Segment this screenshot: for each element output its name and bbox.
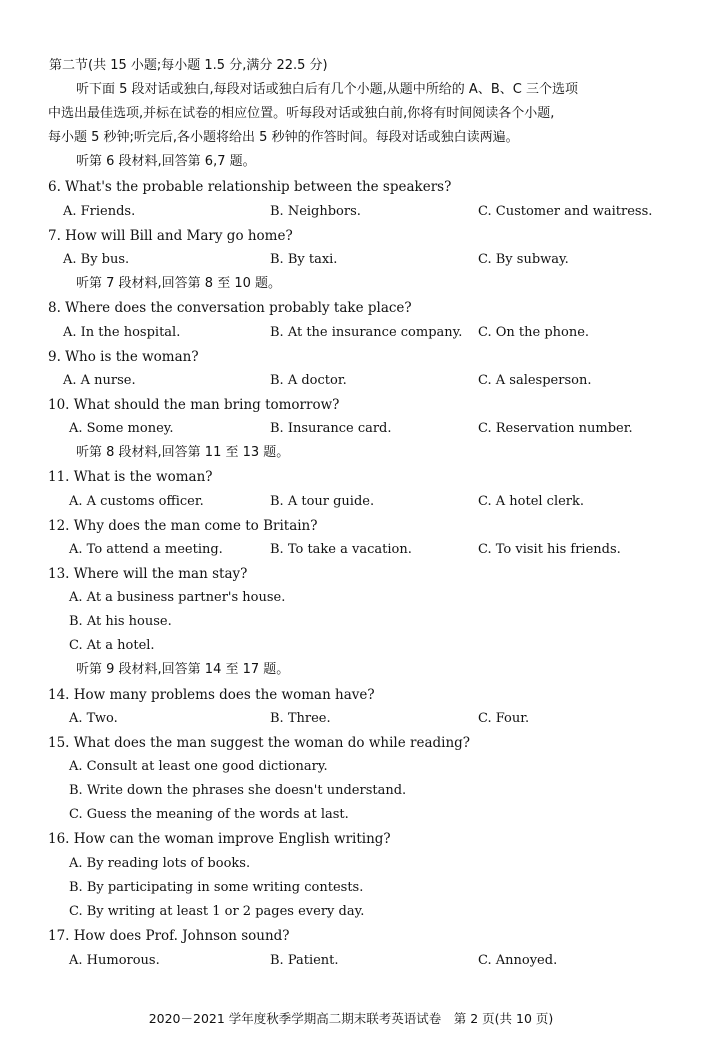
question-stem: 16. How can the woman improve English writing? bbox=[48, 831, 391, 847]
option-b: B. To take a vacation. bbox=[270, 542, 412, 557]
question-stem: 7. How will Bill and Mary go home? bbox=[48, 228, 293, 244]
option-a: A. Humorous. bbox=[69, 953, 160, 968]
section-heading: 第二节(共 15 小题;每小题 1.5 分,满分 22.5 分) bbox=[49, 58, 328, 73]
question-stem: 13. Where will the man stay? bbox=[48, 566, 248, 582]
question-stem: 11. What is the woman? bbox=[48, 469, 213, 485]
option-a: A. To attend a meeting. bbox=[69, 542, 223, 557]
option-c: C. Guess the meaning of the words at last. bbox=[69, 807, 349, 822]
option-b: B. Three. bbox=[270, 711, 331, 726]
option-b: B. Insurance card. bbox=[270, 421, 392, 436]
option-b: B. A doctor. bbox=[270, 373, 347, 388]
option-b: B. A tour guide. bbox=[270, 494, 375, 509]
option-c: C. At a hotel. bbox=[69, 638, 155, 653]
question-stem: 10. What should the man bring tomorrow? bbox=[48, 397, 340, 413]
option-a: A. At a business partner's house. bbox=[69, 590, 286, 605]
option-c: C. Annoyed. bbox=[478, 953, 558, 968]
option-b: B. By participating in some writing contests. bbox=[69, 880, 364, 895]
material-header-6: 听第 6 段材料,回答第 6,7 题。 bbox=[76, 154, 256, 169]
question-stem: 17. How does Prof. Johnson sound? bbox=[48, 928, 290, 944]
option-b: B. At his house. bbox=[69, 614, 172, 629]
instructions-line-2: 中选出最佳选项,并标在试卷的相应位置。听每段对话或独白前,你将有时间阅读各个小题, bbox=[48, 106, 555, 121]
option-b: B. Patient. bbox=[270, 953, 339, 968]
option-a: A. Friends. bbox=[63, 204, 136, 219]
option-c: C. Four. bbox=[478, 711, 530, 726]
option-a: A. Consult at least one good dictionary. bbox=[69, 759, 328, 774]
question-stem: 8. Where does the conversation probably take place? bbox=[48, 300, 412, 316]
option-c: C. To visit his friends. bbox=[478, 542, 621, 557]
material-header-8: 听第 8 段材料,回答第 11 至 13 题。 bbox=[76, 445, 290, 460]
material-header-9: 听第 9 段材料,回答第 14 至 17 题。 bbox=[76, 662, 290, 677]
question-stem: 12. Why does the man come to Britain? bbox=[48, 518, 318, 534]
option-a: A. In the hospital. bbox=[63, 325, 181, 340]
option-c: C. A salesperson. bbox=[478, 373, 592, 388]
option-b: B. At the insurance company. bbox=[270, 325, 463, 340]
option-c: C. By subway. bbox=[478, 252, 569, 267]
option-c: C. On the phone. bbox=[478, 325, 590, 340]
option-a: A. A nurse. bbox=[63, 373, 136, 388]
question-stem: 15. What does the man suggest the woman do while reading? bbox=[48, 735, 471, 751]
question-stem: 9. Who is the woman? bbox=[48, 349, 199, 365]
option-b: B. Neighbors. bbox=[270, 204, 361, 219]
option-a: A. A customs officer. bbox=[69, 494, 204, 509]
option-c: C. By writing at least 1 or 2 pages every day. bbox=[69, 904, 365, 919]
page-footer: 2020－2021 学年度秋季学期高二期末联考英语试卷 第 2 页(共 10 页) bbox=[148, 1011, 554, 1026]
option-a: A. By reading lots of books. bbox=[69, 856, 251, 871]
material-header-7: 听第 7 段材料,回答第 8 至 10 题。 bbox=[76, 276, 282, 291]
instructions-line-3: 每小题 5 秒钟;听完后,各小题将给出 5 秒钟的作答时间。每段对话或独白读两遍。 bbox=[48, 130, 519, 145]
question-stem: 6. What's the probable relationship between the speakers? bbox=[48, 179, 452, 195]
option-b: B. Write down the phrases she doesn't understand. bbox=[69, 783, 407, 798]
option-a: A. Two. bbox=[69, 711, 118, 726]
option-a: A. Some money. bbox=[69, 421, 174, 436]
option-c: C. Customer and waitress. bbox=[478, 204, 653, 219]
option-c: C. Reservation number. bbox=[478, 421, 633, 436]
option-c: C. A hotel clerk. bbox=[478, 494, 585, 509]
instructions-line-1: 听下面 5 段对话或独白,每段对话或独白后有几个小题,从题中所给的 A、B、C 三个选项 bbox=[76, 82, 578, 97]
option-b: B. By taxi. bbox=[270, 252, 338, 267]
option-a: A. By bus. bbox=[63, 252, 130, 267]
question-stem: 14. How many problems does the woman have? bbox=[48, 687, 375, 703]
